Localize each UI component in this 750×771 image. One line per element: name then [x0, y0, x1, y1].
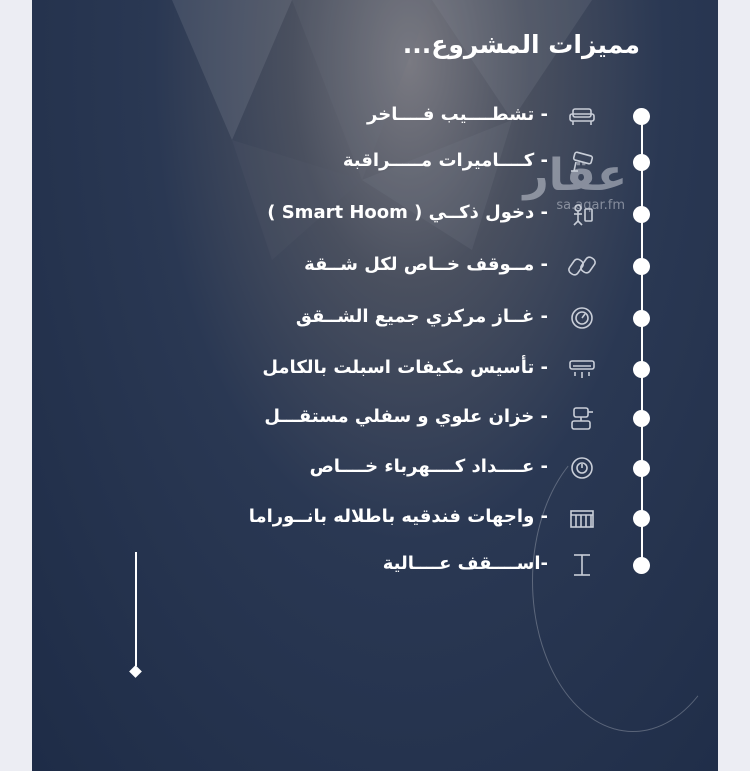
- page-title: مميزات المشروع...: [402, 30, 640, 59]
- feature-text: - غــاز مركزي جميع الشــقق: [295, 306, 548, 327]
- feature-item-smart-entry: [32, 199, 718, 229]
- timeline-dot: [633, 410, 650, 427]
- watermark-brand: عقار: [523, 150, 627, 201]
- sofa-icon: [568, 103, 596, 129]
- timeline-dot: [633, 206, 650, 223]
- feature-text: -اســــقف عــــالية: [382, 553, 548, 574]
- feature-item-water-tanks: [32, 403, 718, 433]
- feature-item-finishing: [32, 101, 718, 131]
- feature-item-split-ac: [32, 354, 718, 384]
- feature-item-facades: [32, 503, 718, 533]
- timeline-dot: [633, 310, 650, 327]
- watermark-domain: sa.aqar.fm: [556, 198, 625, 213]
- electric-meter-icon: [568, 455, 596, 481]
- feature-item-electric-meter: [32, 453, 718, 483]
- feature-item-parking: [32, 251, 718, 281]
- feature-text: - دخول ذكــي ( Smart Hoom ): [267, 202, 548, 223]
- timeline-line: [641, 114, 643, 566]
- feature-item-central-gas: [32, 303, 718, 333]
- parking-icon: [568, 253, 596, 279]
- decorative-diamond: [129, 665, 142, 678]
- security-camera-icon: [568, 149, 596, 175]
- timeline-dot: [633, 557, 650, 574]
- feature-text: - تشطــــيب فــــاخر: [367, 104, 548, 125]
- timeline-dot: [633, 460, 650, 477]
- feature-item-high-ceilings: [32, 550, 718, 580]
- timeline-dot: [633, 510, 650, 527]
- split-ac-icon: [568, 356, 596, 382]
- smart-access-icon: [568, 201, 596, 227]
- project-features-card: [32, 0, 718, 771]
- water-tank-icon: [568, 405, 596, 431]
- feature-text: - خزان علوي و سفلي مستقـــل: [264, 406, 548, 427]
- timeline-dot: [633, 361, 650, 378]
- feature-text: - واجهات فندقيه باطلاله بانــوراما: [248, 506, 548, 527]
- timeline-dot: [633, 108, 650, 125]
- feature-item-cameras: [32, 147, 718, 177]
- building-facade-icon: [568, 505, 596, 531]
- feature-text: - مــوقف خــاص لكل شــقة: [304, 254, 548, 275]
- feature-text: - عــــداد كــــهرباء خــــاص: [309, 456, 548, 477]
- feature-text: - كــــاميرات مـــــراقبة: [342, 150, 548, 171]
- timeline-dot: [633, 258, 650, 275]
- timeline-dot: [633, 154, 650, 171]
- feature-text: - تأسيس مكيفات اسبلت بالكامل: [262, 357, 548, 378]
- gas-gauge-icon: [568, 305, 596, 331]
- ceiling-height-icon: [568, 552, 596, 578]
